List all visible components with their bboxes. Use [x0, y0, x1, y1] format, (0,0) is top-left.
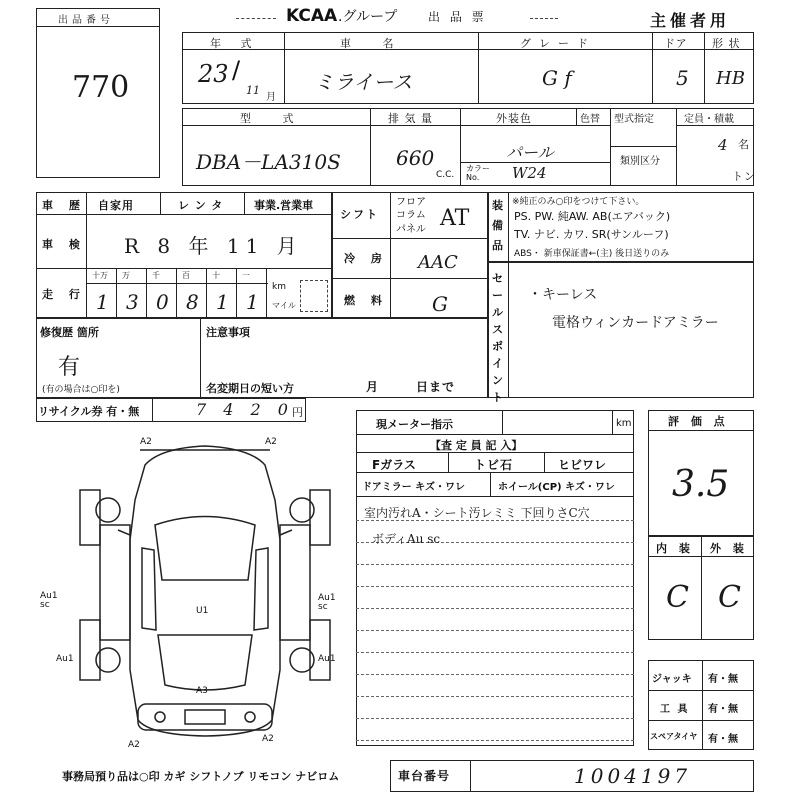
vin-value: 1004197	[574, 764, 692, 788]
diagram-mark-7: U1	[196, 606, 209, 616]
diagram-mark-8: A3	[196, 686, 208, 696]
model-label: 車 名	[340, 37, 408, 50]
history-label: 車 歴	[42, 199, 86, 212]
diagram-mark-9: A2	[128, 740, 140, 750]
displacement-label: 排 気 量	[388, 112, 433, 125]
mileage-unit-label: 百	[182, 271, 190, 280]
shift-label: シフト	[340, 208, 379, 221]
equip-line2: TV. ナビ. カワ. SR(サンルーフ)	[514, 228, 669, 241]
lot-number-label: 出品番号	[58, 15, 114, 26]
inspector-title: 【査 定 員 記 入】	[430, 439, 523, 452]
equip-note: ※純正のみ○印をつけて下さい。	[512, 197, 645, 207]
inspection-value: R 8 年 11 月	[124, 234, 303, 258]
aircon-value: AAC	[418, 252, 458, 273]
mileage-unit-label: 万	[122, 271, 130, 280]
capacity-unit: 名	[738, 138, 750, 151]
tool-value: 有・無	[708, 704, 738, 715]
mileage-digit: 1	[96, 290, 109, 314]
diagram-mark-5: Au1	[56, 654, 74, 664]
diagram-mark-10: A2	[262, 734, 274, 744]
mileage-digit: 1	[246, 290, 259, 314]
capacity-value: 4	[718, 136, 728, 154]
interior-value: C	[666, 580, 689, 615]
history-private: 自家用	[98, 199, 134, 212]
organizer-label: 主催者用	[650, 11, 731, 30]
lot-number-value: 770	[72, 70, 130, 105]
meter-label: 現メーター指示	[376, 418, 453, 431]
color-change-label: 色替	[580, 114, 600, 125]
year-label: 年 式	[210, 37, 260, 50]
mileage-digit: 3	[126, 290, 139, 314]
vin-label: 車台番号	[398, 769, 451, 783]
fuel-label: 燃 料	[344, 294, 388, 307]
repair-value: 有	[58, 355, 81, 380]
interior-label: 内 装	[656, 542, 694, 555]
year-value: 23	[198, 60, 229, 88]
sales-label: セ ー ル ス ポ イ ン ト	[492, 272, 503, 404]
shift-panel: パネル	[396, 224, 426, 235]
type-spec-label: 型式指定	[614, 114, 654, 125]
name-change-day: 日まで	[416, 380, 456, 394]
car-diagram	[60, 430, 350, 760]
mileage-digit: 1	[216, 290, 229, 314]
color-label: 外装色	[496, 112, 532, 125]
jack-value: 有・無	[708, 674, 738, 685]
recycle-yen: 円	[292, 406, 304, 419]
grade-value: G f	[542, 66, 572, 90]
sheet-title: 出 品 票	[428, 10, 487, 24]
notes-label: 注意事項	[206, 326, 250, 339]
month-unit: 月	[266, 92, 276, 103]
body-value: HB	[716, 68, 745, 89]
exterior-value: C	[718, 580, 741, 615]
door-label: ドア	[664, 37, 688, 50]
recycle-amount: 7 4 2 0	[196, 400, 294, 419]
inspection-label: 車 検	[42, 238, 86, 251]
history-business: 事業.営業車	[254, 199, 314, 212]
repair-label: 修復歴 箇所	[40, 326, 99, 339]
jack-label: ジャッキ	[652, 674, 692, 685]
name-change-month: 月	[366, 380, 380, 394]
aircon-label: 冷 房	[344, 252, 388, 265]
score-value: 3.5	[672, 464, 730, 505]
remark-1: 室内汚れA・シート汚レミミ 下回りさC穴	[364, 506, 590, 520]
mileage-unit-label: 一	[242, 271, 250, 280]
recycle-label: リサイクル券 有・無	[38, 405, 140, 418]
diagram-mark-3: Au1 sc	[40, 591, 58, 610]
color-value: パール	[506, 143, 554, 162]
hibi-label: ヒビワレ	[558, 458, 607, 472]
remark-2: ボディAu sc	[372, 532, 441, 546]
mileage-unit-label: 千	[152, 271, 160, 280]
shift-floor: フロア	[396, 197, 426, 208]
shift-column: コラム	[396, 210, 426, 221]
shift-value: AT	[440, 206, 470, 231]
month-value: 11	[246, 84, 260, 97]
tool-label: 工 具	[660, 704, 690, 715]
sales-item-2: 電格ウィンカードアミラー	[552, 315, 719, 331]
group-text: .グループ	[338, 9, 398, 25]
repair-note: (有の場合は○印を)	[42, 385, 120, 395]
mileage-digit: 0	[156, 290, 169, 314]
diagram-mark-6: Au1	[318, 654, 336, 664]
fuel-value: G	[432, 292, 448, 316]
color-no-value: W24	[512, 164, 547, 182]
grade-label: グレード	[520, 37, 596, 50]
mile-label: マイル	[272, 301, 296, 310]
type-label: 型 式	[240, 112, 308, 125]
displacement-value: 660	[396, 146, 435, 170]
office-items: 事務局預り品は○印 カギ シフトノブ リモコン ナビロム	[62, 770, 340, 783]
equip-line1: PS. PW. 純AW. AB(エアバック)	[514, 210, 671, 223]
km-label: km	[272, 282, 286, 292]
cc-label: C.C.	[436, 170, 455, 180]
meter-km: km	[616, 418, 632, 429]
mirror-label: ドアミラー キズ・ワレ	[362, 482, 465, 493]
mileage-unit-label: 十	[212, 271, 220, 280]
kcaa-logo: KCAA	[286, 6, 338, 26]
color-no-label: カラー No.	[466, 164, 490, 182]
name-change-label: 名変期日の短い方	[206, 382, 294, 395]
diagram-mark-2: A2	[265, 437, 277, 447]
spare-label: スペアタイヤ	[650, 732, 698, 741]
door-value: 5	[676, 66, 689, 90]
equip-line3: ABS・ 新車保証書←(主) 後日送りのみ	[514, 249, 670, 259]
ton-label: トン	[732, 170, 756, 183]
history-rental: レンタ	[178, 199, 229, 212]
tobi-label: トビ石	[474, 458, 514, 472]
mileage-digit: 8	[186, 290, 199, 314]
body-label: 形 状	[712, 37, 741, 50]
wheel-label: ホイール(CP) キズ・ワレ	[498, 482, 615, 493]
score-label: 評 価 点	[668, 415, 729, 428]
equip-label: 装 備 品	[492, 199, 503, 252]
type-value: DBA－LA310S	[196, 150, 341, 174]
capacity-label: 定員・積載	[684, 114, 734, 125]
fglass-label: Fガラス	[372, 458, 416, 472]
category-label: 類別区分	[620, 156, 660, 167]
mileage-label: 走 行	[42, 288, 86, 301]
spare-value: 有・無	[708, 734, 738, 745]
model-value: ミライース	[314, 70, 413, 94]
diagram-mark-1: A2	[140, 437, 152, 447]
diagram-mark-4: Au1 sc	[318, 593, 336, 612]
mileage-unit-label: 十万	[92, 271, 108, 280]
exterior-label: 外 装	[710, 542, 748, 555]
sales-item-1: ・キーレス	[528, 287, 598, 303]
